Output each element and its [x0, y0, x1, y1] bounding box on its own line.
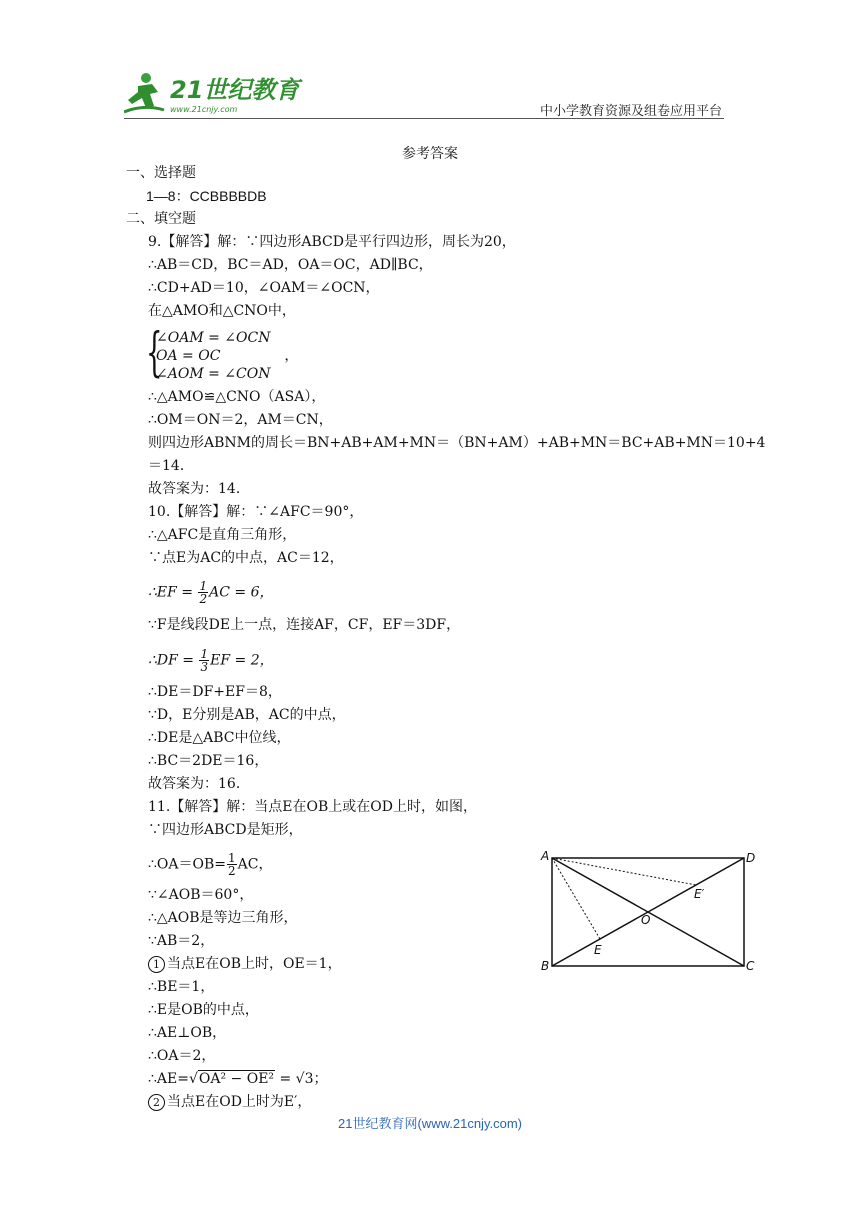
logo-url: www.21cnjy.com: [170, 105, 238, 114]
label-a: A: [541, 849, 550, 863]
q9-line-6: ∴OM＝ON＝2，AM＝CN，: [148, 412, 333, 428]
header-divider: [124, 118, 724, 119]
circled-number-2: 2: [148, 1094, 165, 1111]
q10-line-7: ∴DE＝DF+EF＝8，: [148, 684, 282, 700]
label-o: O: [641, 913, 651, 927]
q11-line-9: ∴E是OB的中点，: [148, 1002, 259, 1018]
q9-line-1: 9.【解答】解：∵四边形ABCD是平行四边形，周长为20，: [148, 234, 516, 250]
q10-line-1: 10.【解答】解：∵∠AFC＝90°，: [148, 504, 364, 520]
system-row-3: ∠AOM = ∠CON: [156, 366, 271, 382]
q10-line-2: ∴△AFC是直角三角形，: [148, 527, 297, 543]
q9-line-3: ∴CD+AD＝10，∠OAM＝∠OCN，: [148, 280, 380, 296]
q11-line-7: 1 当点E在OB上时，OE＝1，: [148, 955, 342, 973]
q11-line-3: ∴OA＝OB= $\frac{1}{2}$ AC，: [148, 851, 273, 878]
logo-text: 21世纪教育: [170, 76, 300, 104]
q10-line-9: ∴DE是△ABC中位线，: [148, 730, 291, 746]
system-row-1: ∠OAM = ∠OCN: [156, 330, 271, 346]
q9-line-4: 在△AMO和△CNO中，: [148, 303, 296, 319]
section-choice: 一、选择题: [126, 165, 196, 181]
segment-ae: [552, 858, 600, 939]
q9-line-5: ∴△AMO≌△CNO（ASA），: [148, 389, 326, 405]
q10-line-6: ∴DF = $\frac{1}{3}$ EF = 2，: [148, 647, 274, 674]
q11-line-10: ∴AE⊥OB，: [148, 1025, 227, 1041]
q10-line-11: 故答案为：16．: [148, 776, 250, 792]
brace-symbol: {: [146, 323, 163, 383]
q11-line-12: ∴AE=√OA² − OE² = √3；: [148, 1071, 328, 1087]
q9-line-2: ∴AB＝CD，BC＝AD，OA＝OC，AD∥BC，: [148, 257, 433, 273]
label-b: B: [541, 959, 550, 973]
q9-line-7: 则四边形ABNM的周长＝BN+AB+AM+MN＝（BN+AM）+AB+MN＝BC+AB+MN＝10+4: [148, 435, 766, 451]
page-footer: 21世纪教育网(www.21cnjy.com): [338, 1116, 522, 1131]
q11-line-8: ∴BE＝1，: [148, 979, 215, 995]
q9-line-8: ＝14．: [148, 458, 194, 474]
q10-line-4: ∴EF = $\frac{1}{2}$ AC = 6，: [148, 579, 274, 606]
choice-answers: 1—8：CCBBBBDB: [146, 188, 267, 204]
label-d: D: [746, 851, 756, 865]
q10-line-5: ∵F是线段DE上一点，连接AF，CF，EF＝3DF，: [148, 617, 461, 633]
label-e: E: [594, 943, 602, 957]
circled-number-1: 1: [148, 956, 165, 973]
label-e-prime: E′: [694, 887, 705, 901]
site-logo: [124, 68, 304, 120]
q10-line-3: ∵点E为AC的中点，AC＝12，: [148, 550, 344, 566]
q10-line-8: ∵D，E分别是AB，AC的中点，: [148, 707, 346, 723]
section-fill: 二、填空题: [126, 211, 196, 227]
header-right-text: 中小学教育资源及组卷应用平台: [539, 104, 722, 119]
system-row-2: OA = OC ，: [156, 348, 299, 364]
segment-ae2: [552, 858, 696, 885]
q11-line-13: 2 当点E在OD上时为E′，: [148, 1093, 311, 1111]
page-title: 参考答案: [402, 146, 458, 162]
q11-line-2: ∵四边形ABCD是矩形，: [148, 822, 303, 838]
rectangle-figure: [538, 848, 760, 976]
q11-line-5: ∴△AOB是等边三角形，: [148, 910, 298, 926]
label-c: C: [746, 959, 755, 973]
q11-line-11: ∴OA＝2，: [148, 1048, 216, 1064]
q11-line-4: ∵∠AOB＝60°，: [148, 887, 254, 903]
q9-line-9: 故答案为：14．: [148, 481, 250, 497]
q11-line-1: 11.【解答】解：当点E在OB上或在OD上时，如图，: [148, 799, 477, 815]
q10-line-10: ∴BC＝2DE＝16，: [148, 753, 269, 769]
q11-line-6: ∵AB＝2，: [148, 933, 215, 949]
runner-icon: [124, 73, 164, 112]
